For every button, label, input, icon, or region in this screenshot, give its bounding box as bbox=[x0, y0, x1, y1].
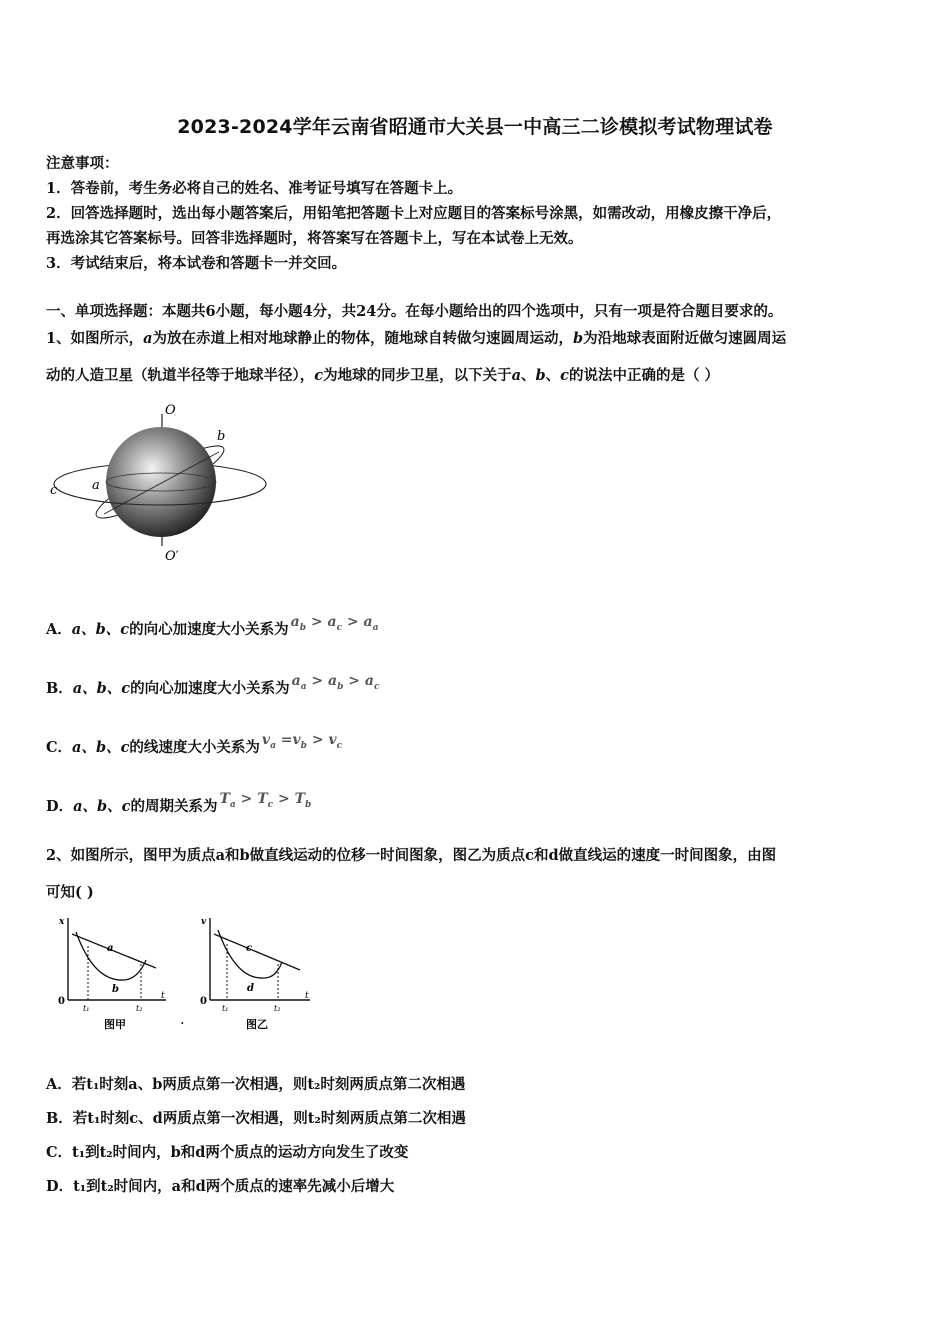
label-d: d bbox=[247, 983, 254, 994]
option-math: $v_a =v_b > v_c$ bbox=[261, 732, 343, 751]
q1-text: 、 bbox=[545, 367, 561, 384]
option-prefix: A． bbox=[46, 621, 72, 638]
q1-text: 为沿地球表面附近做匀速圆周运 bbox=[583, 330, 787, 347]
t-axis-label: t bbox=[305, 991, 309, 1001]
t-axis-label: t bbox=[161, 991, 165, 1001]
curve-d bbox=[218, 930, 282, 978]
option-math: $a_a > a_b > a_c$ bbox=[291, 673, 380, 692]
option-math: $T_a > T_c > T_b$ bbox=[219, 791, 312, 810]
y-axis-label: v bbox=[201, 917, 207, 927]
q1-stem-line2 bbox=[46, 364, 719, 385]
q1-text: 1、如图所示， bbox=[46, 330, 144, 347]
q1-stem-line1 bbox=[46, 327, 786, 348]
q2-option-b[interactable]: B．若t₁时刻c、d两质点第一次相遇，则t₂时刻两质点第二次相遇 bbox=[46, 1110, 466, 1127]
q1-text: 动的人造卫星（轨道半径等于地球半径）， bbox=[46, 367, 315, 384]
option-vars: a、b、c bbox=[72, 739, 130, 756]
t1-label: t₁ bbox=[222, 1004, 229, 1013]
notice-item: 1．答卷前，考生务必将自己的姓名、准考证号填写在答题卡上。 bbox=[46, 180, 463, 197]
origin-label: 0 bbox=[58, 996, 65, 1007]
graph-caption: 图乙 bbox=[246, 1018, 268, 1031]
origin-label: 0 bbox=[200, 996, 207, 1007]
notice-item: 再选涂其它答案标号。回答非选择题时，将答案写在答题卡上，写在本试卷上无效。 bbox=[46, 230, 583, 247]
t2-label: t₂ bbox=[136, 1004, 143, 1013]
q1-option-a[interactable] bbox=[46, 614, 379, 641]
earth-sphere bbox=[106, 427, 216, 537]
q1-option-c[interactable] bbox=[46, 732, 343, 759]
q1-option-d[interactable] bbox=[46, 791, 312, 818]
notice-heading: 注意事项： bbox=[46, 155, 119, 172]
option-vars: a、b、c bbox=[71, 621, 130, 638]
earth-orbit-figure bbox=[44, 396, 274, 568]
label-c: c bbox=[50, 483, 58, 498]
option-prefix: C． bbox=[46, 739, 73, 756]
q2-stem-line1: 2、如图所示，图甲为质点a和b做直线运动的位移一时间图象，图乙为质点c和d做直线运的速度一时间图象，由图 bbox=[46, 847, 777, 864]
q2-stem-line2: 可知( ) bbox=[46, 884, 94, 901]
q2-option-d[interactable]: D．t₁到t₂时间内，a和d两个质点的速率先减小后增大 bbox=[46, 1178, 395, 1195]
option-vars: a、b、c bbox=[72, 680, 131, 697]
option-vars: a、b、c bbox=[73, 798, 131, 815]
label-b: b bbox=[112, 984, 119, 995]
q2-option-c[interactable]: C．t₁到t₂时间内，b和d两个质点的运动方向发生了改变 bbox=[46, 1144, 409, 1161]
q1-var: b bbox=[535, 367, 546, 384]
q1-text: 为地球的同步卫星，以下关于 bbox=[323, 367, 512, 384]
q1-var: b bbox=[573, 330, 584, 347]
label-c: c bbox=[246, 943, 253, 954]
option-text: 的周期关系为 bbox=[130, 798, 218, 815]
option-prefix: D． bbox=[46, 798, 74, 815]
q2-option-a[interactable]: A．若t₁时刻a、b两质点第一次相遇，则t₂时刻两质点第二次相遇 bbox=[46, 1076, 466, 1093]
option-text: 的线速度大小关系为 bbox=[129, 739, 260, 756]
q1-var: a bbox=[511, 367, 521, 384]
label-o-top: O bbox=[165, 403, 176, 418]
q1-var: a bbox=[143, 330, 153, 347]
graph-caption: 图甲 bbox=[104, 1018, 126, 1031]
section-heading: 一、单项选择题：本题共6小题，每小题4分，共24分。在每小题给出的四个选项中，只有一项是符合题目要求的。 bbox=[46, 303, 783, 320]
label-a: a bbox=[107, 943, 114, 954]
page-title: 2023-2024学年云南省昭通市大关县一中高三二诊模拟考试物理试卷 bbox=[177, 116, 773, 138]
option-text: 的向心加速度大小关系为 bbox=[130, 680, 290, 697]
y-axis-label: x bbox=[59, 917, 65, 927]
t2-label: t₂ bbox=[274, 1004, 281, 1013]
option-prefix: B． bbox=[46, 680, 73, 697]
option-math: $a_b > a_c > a_a$ bbox=[290, 614, 379, 633]
notice-item: 3．考试结束后，将本试卷和答题卡一并交回。 bbox=[46, 255, 347, 272]
q1-text: 的说法中正确的是（ ） bbox=[568, 367, 720, 384]
t1-label: t₁ bbox=[83, 1004, 90, 1013]
label-o-bottom: O′ bbox=[165, 549, 179, 564]
q1-var: c bbox=[314, 367, 324, 384]
graph-jia bbox=[54, 912, 170, 1034]
label-b: b bbox=[217, 429, 226, 444]
q1-option-b[interactable] bbox=[46, 673, 380, 700]
notice-item: 2．回答选择题时，选出每小题答案后，用铅笔把答题卡上对应题目的答案标号涂黑，如需改动，用橡皮擦干净后， bbox=[46, 205, 782, 222]
graph-separator: · bbox=[180, 1016, 185, 1032]
graph-yi bbox=[196, 912, 314, 1034]
label-a: a bbox=[92, 478, 100, 493]
option-text: 的向心加速度大小关系为 bbox=[129, 621, 289, 638]
q1-text: 为放在赤道上相对地球静止的物体，随地球自转做匀速圆周运动， bbox=[152, 330, 573, 347]
q1-var: c bbox=[560, 367, 569, 384]
q1-text: 、 bbox=[521, 367, 536, 384]
